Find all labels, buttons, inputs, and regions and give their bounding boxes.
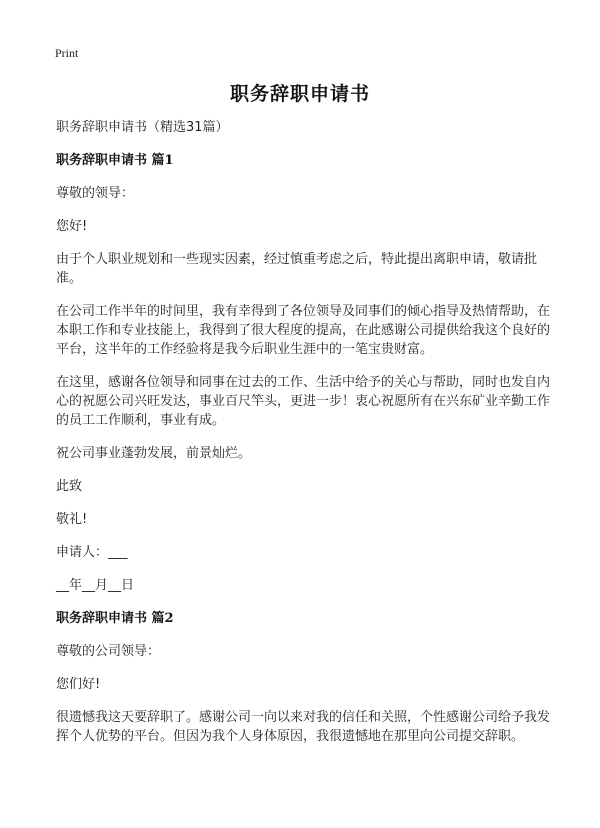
section-2 bbox=[56, 609, 556, 746]
applicant-line: 申请人：___ bbox=[56, 545, 128, 560]
salutation: 尊敬的领导： bbox=[56, 186, 135, 201]
page-title: 职务辞职申请书 bbox=[229, 83, 370, 105]
body-paragraph: 由于个人职业规划和一些现实因素，经过慎重考虑之后，特此提出离职申请，敬请批准。 bbox=[56, 252, 538, 286]
section-heading: 职务辞职申请书 篇1 bbox=[56, 153, 174, 168]
document-body bbox=[56, 118, 556, 760]
document-subtitle: 职务辞职申请书（精选31篇） bbox=[56, 120, 229, 135]
section-1 bbox=[56, 151, 556, 595]
body-paragraph: 在公司工作半年的时间里，我有幸得到了各位领导及同事们的倾心指导及热情帮助，在本职工作和专业技能上，我得到了很大程度的提高，在此感谢公司提供给我这个良好的平台，这半年的工作经验将是我今后职业生涯中的一笔宝贵财富。 bbox=[56, 304, 551, 357]
section-heading: 职务辞职申请书 篇2 bbox=[56, 611, 174, 626]
date-line: __年__月__日 bbox=[56, 578, 135, 593]
closing: 此致 bbox=[56, 479, 83, 494]
body-paragraph: 很遗憾我这天要辞职了。感谢公司一向以来对我的信任和关照，个性感谢公司给予我发挥个人优势的平台。但因为我个人身体原因，我很遗憾地在那里向公司提交辞职。 bbox=[56, 710, 551, 744]
body-paragraph: 祝公司事业蓬勃发展，前景灿烂。 bbox=[56, 446, 252, 461]
salutation: 尊敬的公司领导： bbox=[56, 644, 161, 659]
print-link[interactable]: Print bbox=[55, 46, 79, 60]
greeting: 您们好! bbox=[56, 677, 101, 692]
greeting: 您好! bbox=[56, 219, 88, 234]
body-paragraph: 在这里，感谢各位领导和同事在过去的工作、生活中给予的关心与帮助，同时也发自内心的祝愿公司兴旺发达，事业百尺竿头，更进一步！衷心祝愿所有在兴东矿业辛勤工作的员工工作顺利，事业有成。 bbox=[56, 375, 551, 428]
closing: 敬礼! bbox=[56, 512, 88, 527]
